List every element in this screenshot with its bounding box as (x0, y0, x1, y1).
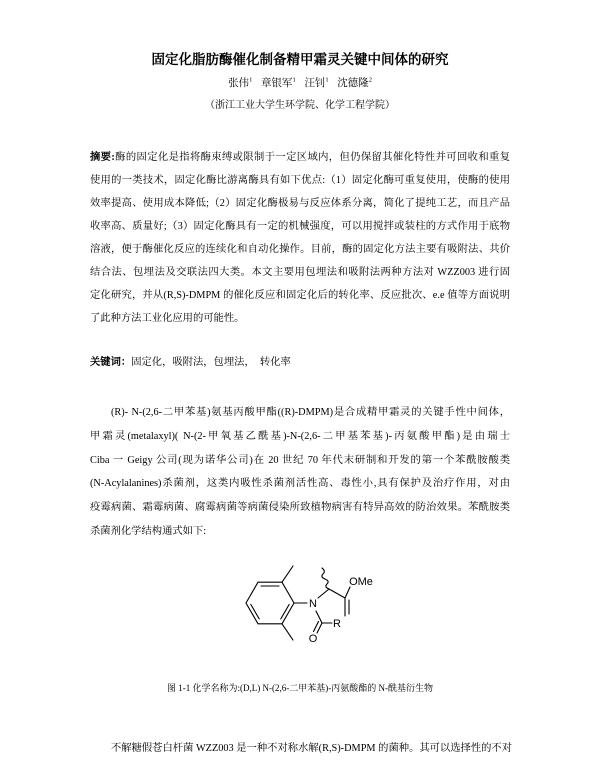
benzene-ring (246, 582, 294, 624)
author-affiliation-mark: 1 (249, 76, 253, 84)
author-name: 章银军 (260, 78, 293, 89)
author-name: 汪钊 (304, 78, 326, 89)
ring-double-bond (281, 604, 289, 619)
author (261, 78, 296, 89)
abstract-line: 收率高、质量好;（3）固定化酶具有一定的机械强度，可以用搅拌或装柱的方式作用于底物 (90, 220, 510, 232)
author-name: 沈德隆 (337, 78, 369, 89)
paper-title: 固定化脂肪酶催化制备精甲霜灵关键中间体的研究 (151, 52, 449, 67)
keywords-text: 固定化，吸附法，包埋法， 转化率 (131, 357, 291, 368)
wavy-methyl-bond (322, 568, 329, 589)
paragraph-line: 不解糖假苍白杆菌 WZZ003 是一种不对称水解(R,S)-DMPM 的菌种。其可以选择性的不对 (111, 743, 513, 754)
next-paragraph (90, 737, 513, 760)
author-name: 张伟 (228, 78, 250, 89)
abstract-line: 定化研究，并从(R,S)-DMPM 的催化反应和固定化后的转化率、反应批次、e.e 值等方面说明 (90, 290, 510, 302)
nitrogen-label: N (309, 598, 317, 610)
paragraph-line: 疫霉病菌、霜霉病菌、腐霉病菌等病菌侵染所致植物病害有特异高效的防治效果。苯酰胺类 (90, 502, 510, 514)
paragraph-line: 杀菌剂化学结构通式如下: (90, 525, 207, 537)
n-acyl-bond (316, 611, 322, 623)
affiliation: （浙江工业大学生环学院、化学工程学院） (205, 100, 395, 111)
author (304, 78, 328, 89)
author (228, 78, 252, 89)
intro-paragraph (90, 401, 510, 544)
paragraph-line: (N-Acylalanines)杀菌剂，这类内吸性杀菌剂活性高、毒性小,具有保护及治疗作用，对由 (90, 478, 510, 490)
abstract-line: 溶液，便于酶催化反应的连续化和自动化操作。目前，酶的固定化方法主要有吸附法、共价 (90, 243, 510, 255)
author-list (0, 76, 600, 92)
abstract-line: 了此种方法工业化应用的可能性。 (90, 313, 245, 325)
paragraph-line: 甲霜灵(metalaxyl)( N-(2-甲氧基乙酰基)-N-(2,6-二甲基苯基)-丙氨酸甲酯)是由瑞士 (90, 430, 510, 442)
methyl-bond (282, 624, 293, 640)
ester-oxygen-bond (345, 587, 350, 598)
alpha-carbonyl-bond (329, 589, 345, 598)
methyl-bond (282, 566, 293, 582)
ring-double-bond (251, 604, 259, 619)
abstract-line (90, 146, 510, 169)
abstract-line: 结合法、包埋法及交联法四大类。本文主要用包埋法和吸附法两种方法对 WZZ003 进行固 (90, 266, 510, 278)
paragraph-line: Ciba 一 Geigy 公司(现为诺华公司)在 20 世纪 70 年代末研制和开发的第一个苯酰胺酸类 (90, 454, 510, 466)
ester-group-label: OMe (349, 576, 373, 588)
author-affiliation-mark: 2 (368, 76, 372, 84)
paragraph-line: (R)- N-(2,6-二甲苯基)氨基丙酸甲酯((R)-DMPM)是合成精甲霜灵的关键手性中间体， (111, 407, 510, 418)
author-affiliation-mark: 1 (325, 76, 329, 84)
abstract-text: 酶的固定化是指将酶束缚或限制于一定区域内，但仍保留其催化特性并可回收和重复 (114, 151, 510, 163)
abstract-line: 效率提高、使用成本降低;（2）固定化酶极易与反应体系分离，简化了提纯工艺，而且产品 (90, 197, 510, 209)
figure-caption: 图 1-1 化学名称为:(D,L) N-(2,6-二甲苯基)-丙氨酸酯的 N-酰基衍生物 (167, 683, 433, 693)
r-group-label: R (333, 618, 341, 630)
acyl-carbonyl-double-bond (314, 622, 319, 632)
acyl-carbonyl-double-bond (317, 623, 322, 633)
abstract (90, 146, 510, 331)
keywords-line (90, 355, 510, 371)
author-affiliation-mark: 1 (292, 76, 296, 84)
abstract-line: 使用的一类技术，固定化酶比游离酶具有如下优点:（1）固定化酶可重复使用，使酶的使用 (90, 174, 510, 186)
n-alpha-carbon-bond (318, 589, 329, 598)
keywords-label: 关键词： (90, 357, 132, 368)
author (337, 78, 372, 89)
chemical-structure-figure (230, 555, 390, 655)
acyl-oxygen-label: O (308, 633, 318, 645)
keywords (90, 355, 510, 371)
abstract-label: 摘要: (90, 151, 115, 163)
